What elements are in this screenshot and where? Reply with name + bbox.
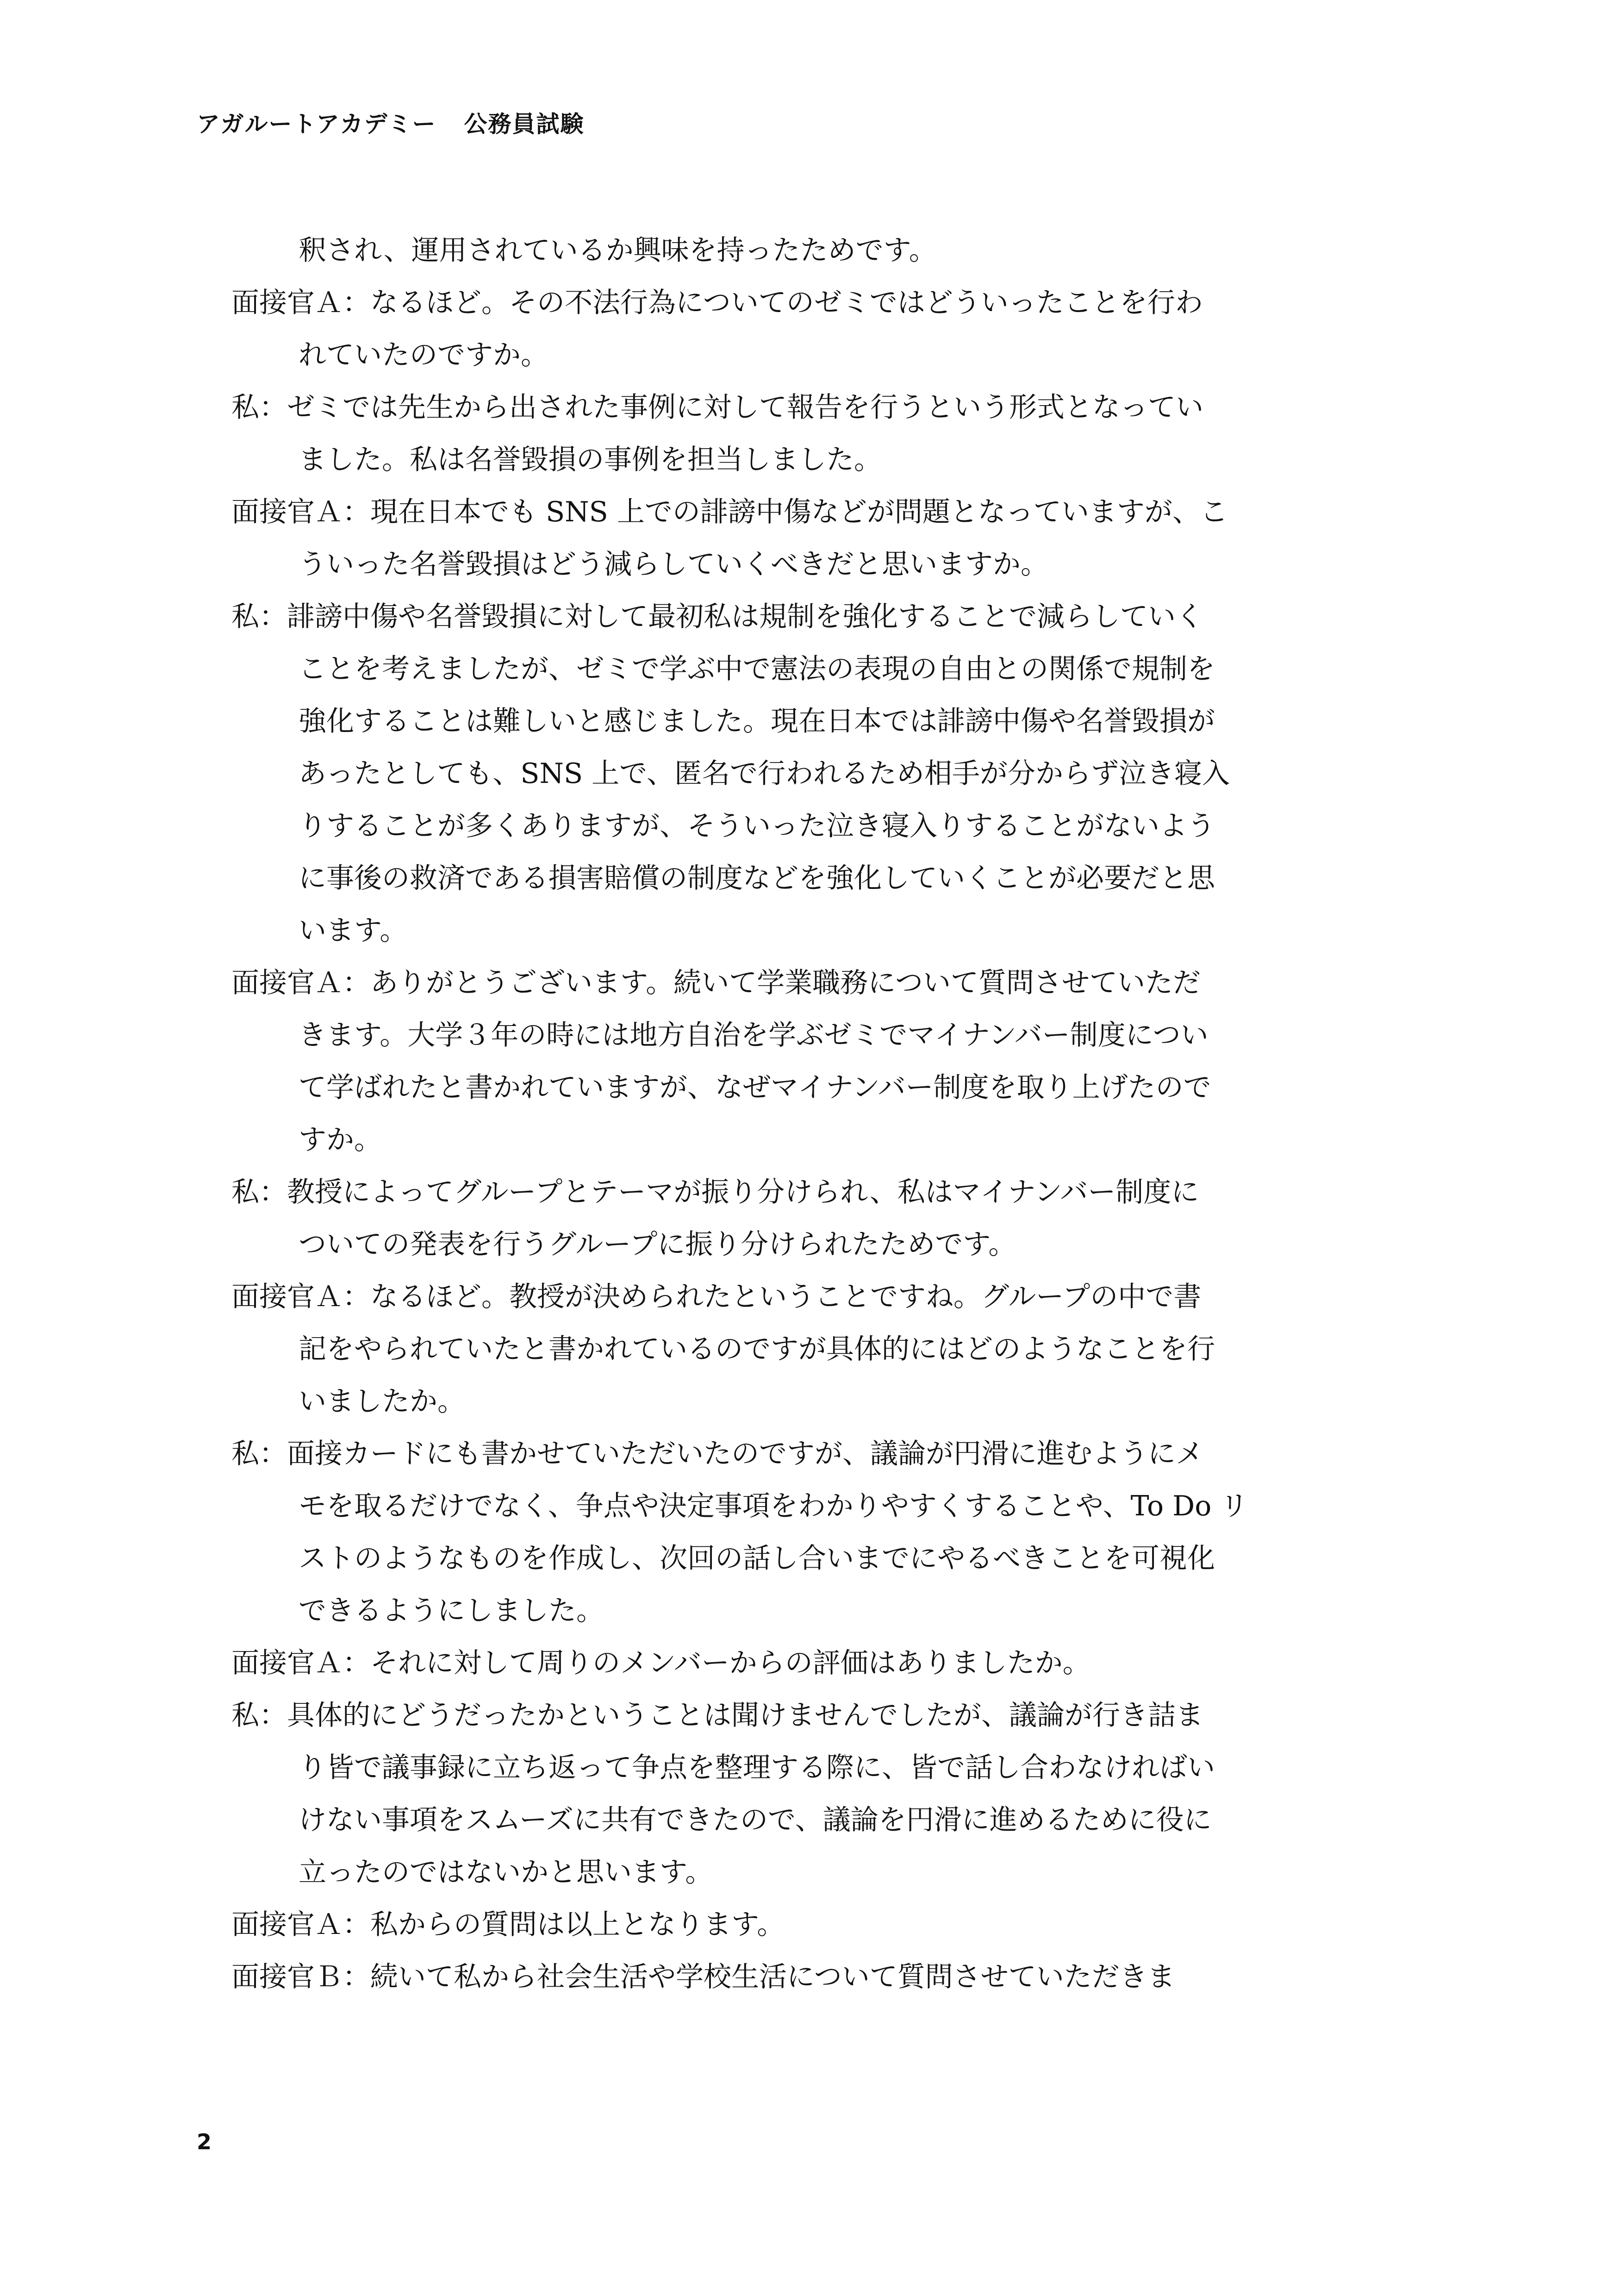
header-publisher: アガルートアカデミー [197,111,436,138]
interview-transcript [231,225,1398,2003]
transcript-line-continued: ました。私は名誉毀損の事例を担当しました。 [299,444,882,476]
transcript-line-continued: 立ったのではないかと思います。 [299,1856,713,1889]
transcript-line-continued: きます。大学３年の時には地方自治を学ぶゼミでマイナンバー制度につい [299,1019,1209,1051]
transcript-line-continued: れていたのですか。 [299,339,548,371]
transcript-line-continued: 記をやられていたと書かれているのですが具体的にはどのようなことを行 [299,1333,1215,1365]
transcript-line-speaker: 私：誹謗中傷や名誉毀損に対して最初私は規制を強化することで減らしていく [231,601,1203,633]
transcript-line-continued: 強化することは難しいと感じました。現在日本では誹謗中傷や名誉毀損が [299,705,1215,738]
transcript-line-speaker: 面接官Ｂ：続いて私から社会生活や学校生活について質問させていただきま [231,1961,1175,1993]
transcript-line-continued: いましたか。 [299,1385,465,1418]
transcript-line-continued: りすることが多くありますが、そういった泣き寝入りすることがないよう [299,810,1215,842]
header-subject: 公務員試験 [464,111,585,138]
transcript-line-speaker: 面接官Ａ：それに対して周りのメンバーからの評価はありましたか。 [231,1647,1090,1679]
transcript-line-speaker: 面接官Ａ：現在日本でも SNS 上での誹謗中傷などが問題となっていますが、こ [231,496,1228,528]
running-header [197,110,585,138]
page-number: 2 [197,2129,212,2154]
transcript-line-continued: り皆で議事録に立ち返って争点を整理する際に、皆で話し合わなければい [299,1752,1215,1784]
transcript-line-continued: ういった名誉毀損はどう減らしていくべきだと思いますか。 [299,548,1048,581]
transcript-line-continued: ことを考えましたが、ゼミで学ぶ中で憲法の表現の自由との関係で規制を [299,653,1215,685]
transcript-line-speaker: 面接官Ａ：ありがとうございます。続いて学業職務について質問させていただ [231,967,1201,999]
transcript-line-speaker: 私：具体的にどうだったかということは聞けませんでしたが、議論が行き詰ま [231,1699,1203,1732]
transcript-line-continued: できるようにしました。 [299,1595,604,1627]
transcript-line-speaker: 面接官Ａ：なるほど。その不法行為についてのゼミではどういったことを行わ [231,287,1203,319]
transcript-line-speaker: 面接官Ａ：なるほど。教授が決められたということですね。グループの中で書 [231,1281,1202,1313]
transcript-line-continued: います。 [299,914,408,947]
transcript-line-continued: ついての発表を行うグループに振り分けられたためです。 [299,1228,1016,1261]
transcript-line-speaker: 私：面接カードにも書かせていただいたのですが、議論が円滑に進むようにメ [231,1438,1203,1470]
transcript-line-continued: て学ばれたと書かれていますが、なぜマイナンバー制度を取り上げたので [299,1071,1211,1104]
transcript-line-continued: すか。 [299,1124,382,1156]
transcript-line-speaker: 私：教授によってグループとテーマが振り分けられ、私はマイナンバー制度に [231,1176,1199,1208]
transcript-line-continued: に事後の救済である損害賠償の制度などを強化していくことが必要だと思 [299,862,1215,895]
transcript-line-speaker: 私：ゼミでは先生から出された事例に対して報告を行うという形式となってい [231,391,1203,424]
transcript-line-continued: ストのようなものを作成し、次回の話し合いまでにやるべきことを可視化 [299,1542,1215,1575]
transcript-line-continued: 釈され、運用されているか興味を持ったためです。 [299,234,937,267]
transcript-line-continued: あったとしても、SNS 上で、匿名で行われるため相手が分からず泣き寝入 [299,757,1230,790]
transcript-line-continued: モを取るだけでなく、争点や決定事項をわかりやすくすることや、To Do リ [299,1490,1248,1522]
transcript-line-speaker: 面接官Ａ：私からの質問は以上となります。 [231,1908,785,1941]
transcript-line-continued: けない事項をスムーズに共有できたので、議論を円滑に進めるために役に [299,1804,1212,1836]
